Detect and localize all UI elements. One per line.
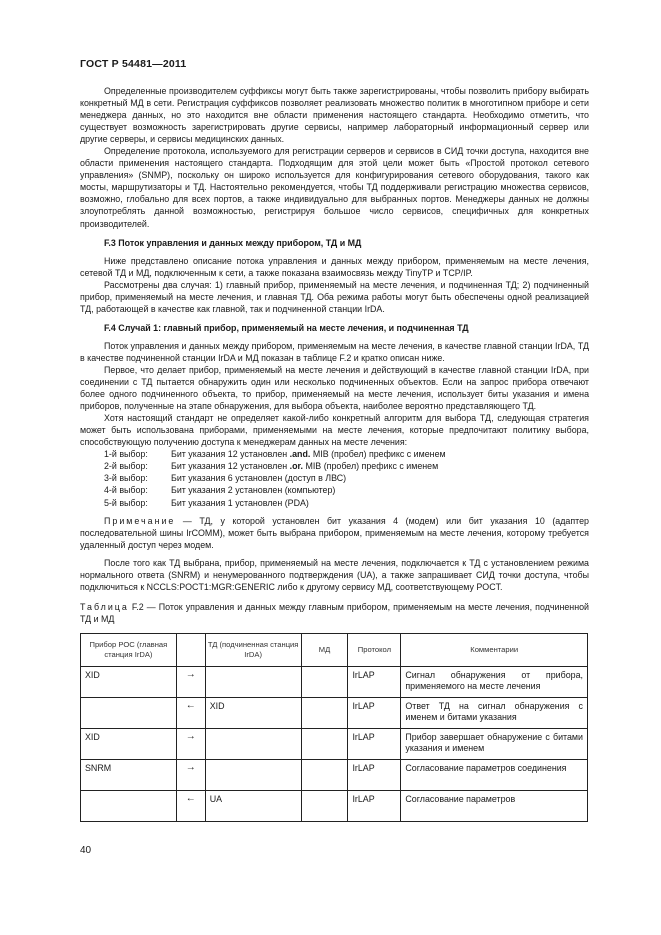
cell-protocol: IrLAP <box>348 728 401 759</box>
note-label: Примечание <box>104 515 176 526</box>
cell-comment: Прибор завершает обнаружение с битами указания и именем <box>401 728 588 759</box>
cell-protocol: IrLAP <box>348 697 401 728</box>
cell-poc: SNRM <box>81 759 177 790</box>
cell-poc <box>81 790 177 821</box>
header-comments: Комментарии <box>401 633 588 666</box>
choice-text: Бит указания 1 установлен (PDA) <box>171 497 309 508</box>
cell-td: XID <box>205 697 301 728</box>
choice-key: 3-й выбор: <box>104 473 148 484</box>
document-header: ГОСТ Р 54481—2011 <box>80 58 187 70</box>
cell-protocol: IrLAP <box>348 790 401 821</box>
table-header-row <box>81 633 588 666</box>
cell-md <box>301 759 348 790</box>
note <box>80 515 589 551</box>
cell-arrow: ← <box>176 697 205 728</box>
table-caption <box>80 601 589 625</box>
cell-arrow: → <box>176 666 205 697</box>
document-body <box>80 85 589 822</box>
cell-protocol: IrLAP <box>348 759 401 790</box>
cell-protocol: IrLAP <box>348 666 401 697</box>
paragraph: Первое, что делает прибор, применяемый на месте лечения и действующий в качестве главной станции IrDA, при соединении с ТД пытается обнаружить один или несколько подчиненных объектов. Если на запрос прибора отвечают более одного подчиненного объекта, то прибор, применяемый на месте лечения, использует биты указания и имена приборов, полученные на этапе обнаружения, для выбора объекта, наиболее вероятно представляющего ТД. <box>80 364 589 412</box>
note-text: — ТД, у которой установлен бит указания 4 (модем) или бит указания 10 (адаптер последовательной шины IrCOMM), может быть выбрана прибором, применяемым на месте лечения, которому требуется удаленный доступ через модем. <box>80 515 589 550</box>
cell-comment: Ответ ТД на сигнал обнаружения с именем и битами указания <box>401 697 588 728</box>
cell-poc: XID <box>81 728 177 759</box>
cell-comment: Сигнал обнаружения от прибора, применяемого на месте лечения <box>401 666 588 697</box>
paragraph: После того как ТД выбрана, прибор, применяемый на месте лечения, подключается к ТД с установлением режима нормального ответа (SNRM) и ненумерованного подтверждения (UA), а также запрашивает СИД точки доступа, чтобы подключиться к NCCLS:POCT1:MGR:GENERIC либо к другому сервису МД, соответствующему POCT. <box>80 557 589 592</box>
choice-text: Бит указания 12 установлен .and. MIB (пробел) префикс с именем <box>171 449 446 460</box>
cell-md <box>301 666 348 697</box>
cell-arrow: → <box>176 728 205 759</box>
choice-text: Бит указания 6 установлен (доступ в ЛВС) <box>171 473 347 484</box>
cell-td <box>205 728 301 759</box>
paragraph: Поток управления и данных между прибором, применяемым на месте лечения, в качестве главной станции IrDA, ТД в качестве подчиненной станции IrDA и МД показан в таблице F.2 и кратко описан ниже. <box>80 340 589 363</box>
paragraph: Ниже представлено описание потока управления и данных между прибором, применяемым на месте лечения, сетевой ТД и МД, подключенным к сети, а также показана взаимосвязь между TinyTP и TCP/IP. <box>80 255 589 278</box>
cell-arrow: → <box>176 759 205 790</box>
header-md: МД <box>301 633 348 666</box>
cell-arrow: ← <box>176 790 205 821</box>
choice-item <box>104 460 589 472</box>
paragraph: Определенные производителем суффиксы могут быть также зарегистрированы, чтобы позволить прибору выбирать конкретный МД в сети. Регистрация суффиксов позволяет реализовать множество политик в многотипном приборе и сети менеджера данных, но это находится вне области применения настоящего стандарта. Необходимо отметить, что существует возможность зарегистрировать другие сервисы, например лабораторный информационный сервер или другие серверы, и сервисы медицинских данных. <box>80 86 589 145</box>
choice-key: 1-й выбор: <box>104 449 148 460</box>
table-row <box>81 728 588 759</box>
table-row <box>81 697 588 728</box>
choice-item <box>104 448 589 460</box>
choice-item <box>104 472 589 484</box>
page-number: 40 <box>80 845 92 856</box>
paragraph: Определение протокола, используемого для регистрации серверов и сервисов в СИД точки доступа, находится вне области применения настоящего стандарта. Подходящим для этой цели может быть «Простой протокол сетевого управления» (SNMP), поскольку он широко используется для конфигурирования сетевого оборудования, такого как мосты, маршрутизаторы и ТД. Настоятельно рекомендуется, чтобы ТД поддерживали регистрацию множества сервисов, возможно, глобально для всех портов, а также индивидуально для выбранных портов. Менеджеры данных не должны злоупотреблять данной возможностью, регистрируя большое число сервисов, специфичных для конкретных производителей. <box>80 146 589 229</box>
cell-td: UA <box>205 790 301 821</box>
flow-table <box>80 633 588 822</box>
paragraph: Хотя настоящий стандарт не определяет какой-либо конкретный алгоритм для выбора ТД, следующая стратегия может быть использована приборами, применяемыми на месте лечения, которые предпочитают политику выбора, способствующую получению доступа к менеджерам данных на месте лечения: <box>80 413 589 448</box>
table-row <box>81 759 588 790</box>
cell-td <box>205 666 301 697</box>
cell-comment: Согласование параметров <box>401 790 588 821</box>
table-row <box>81 790 588 821</box>
cell-poc <box>81 697 177 728</box>
table-caption-label: Таблица <box>80 601 129 612</box>
choice-key: 2-й выбор: <box>104 461 148 472</box>
header-poc: Прибор POC (главная станция IrDA) <box>81 633 177 666</box>
table-row <box>81 666 588 697</box>
cell-poc: XID <box>81 666 177 697</box>
cell-md <box>301 790 348 821</box>
cell-md <box>301 728 348 759</box>
choice-key: 4-й выбор: <box>104 485 148 496</box>
choice-item <box>104 497 589 509</box>
section-heading-f4: F.4 Случай 1: главный прибор, применяемый на месте лечения, и подчиненная ТД <box>104 322 469 333</box>
section-heading-f3: F.3 Поток управления и данных между прибором, ТД и МД <box>104 237 362 248</box>
cell-comment: Согласование параметров соединения <box>401 759 588 790</box>
choice-list <box>104 448 589 508</box>
choice-text: Бит указания 12 установлен .or. MIB (пробел) префикс с именем <box>171 461 439 472</box>
cell-md <box>301 697 348 728</box>
choice-key: 5-й выбор: <box>104 497 148 508</box>
header-arrow <box>176 633 205 666</box>
cell-td <box>205 759 301 790</box>
header-protocol: Протокол <box>348 633 401 666</box>
table-caption-text: F.2 — Поток управления и данных между главным прибором, применяемым на месте лечения, подчиненной ТД и МД <box>80 601 589 624</box>
choice-item <box>104 484 589 496</box>
paragraph: Рассмотрены два случая: 1) главный прибор, применяемый на месте лечения, и подчиненная ТД; 2) подчиненный прибор, применяемый на месте лечения, и главная ТД. Оба режима работы могут быть обеспечены одной реализацией ТД, работающей в качестве как главной, так и подчиненной станции IrDA. <box>80 279 589 314</box>
choice-text: Бит указания 2 установлен (компьютер) <box>171 485 336 496</box>
header-td: ТД (подчиненная станция IrDA) <box>205 633 301 666</box>
